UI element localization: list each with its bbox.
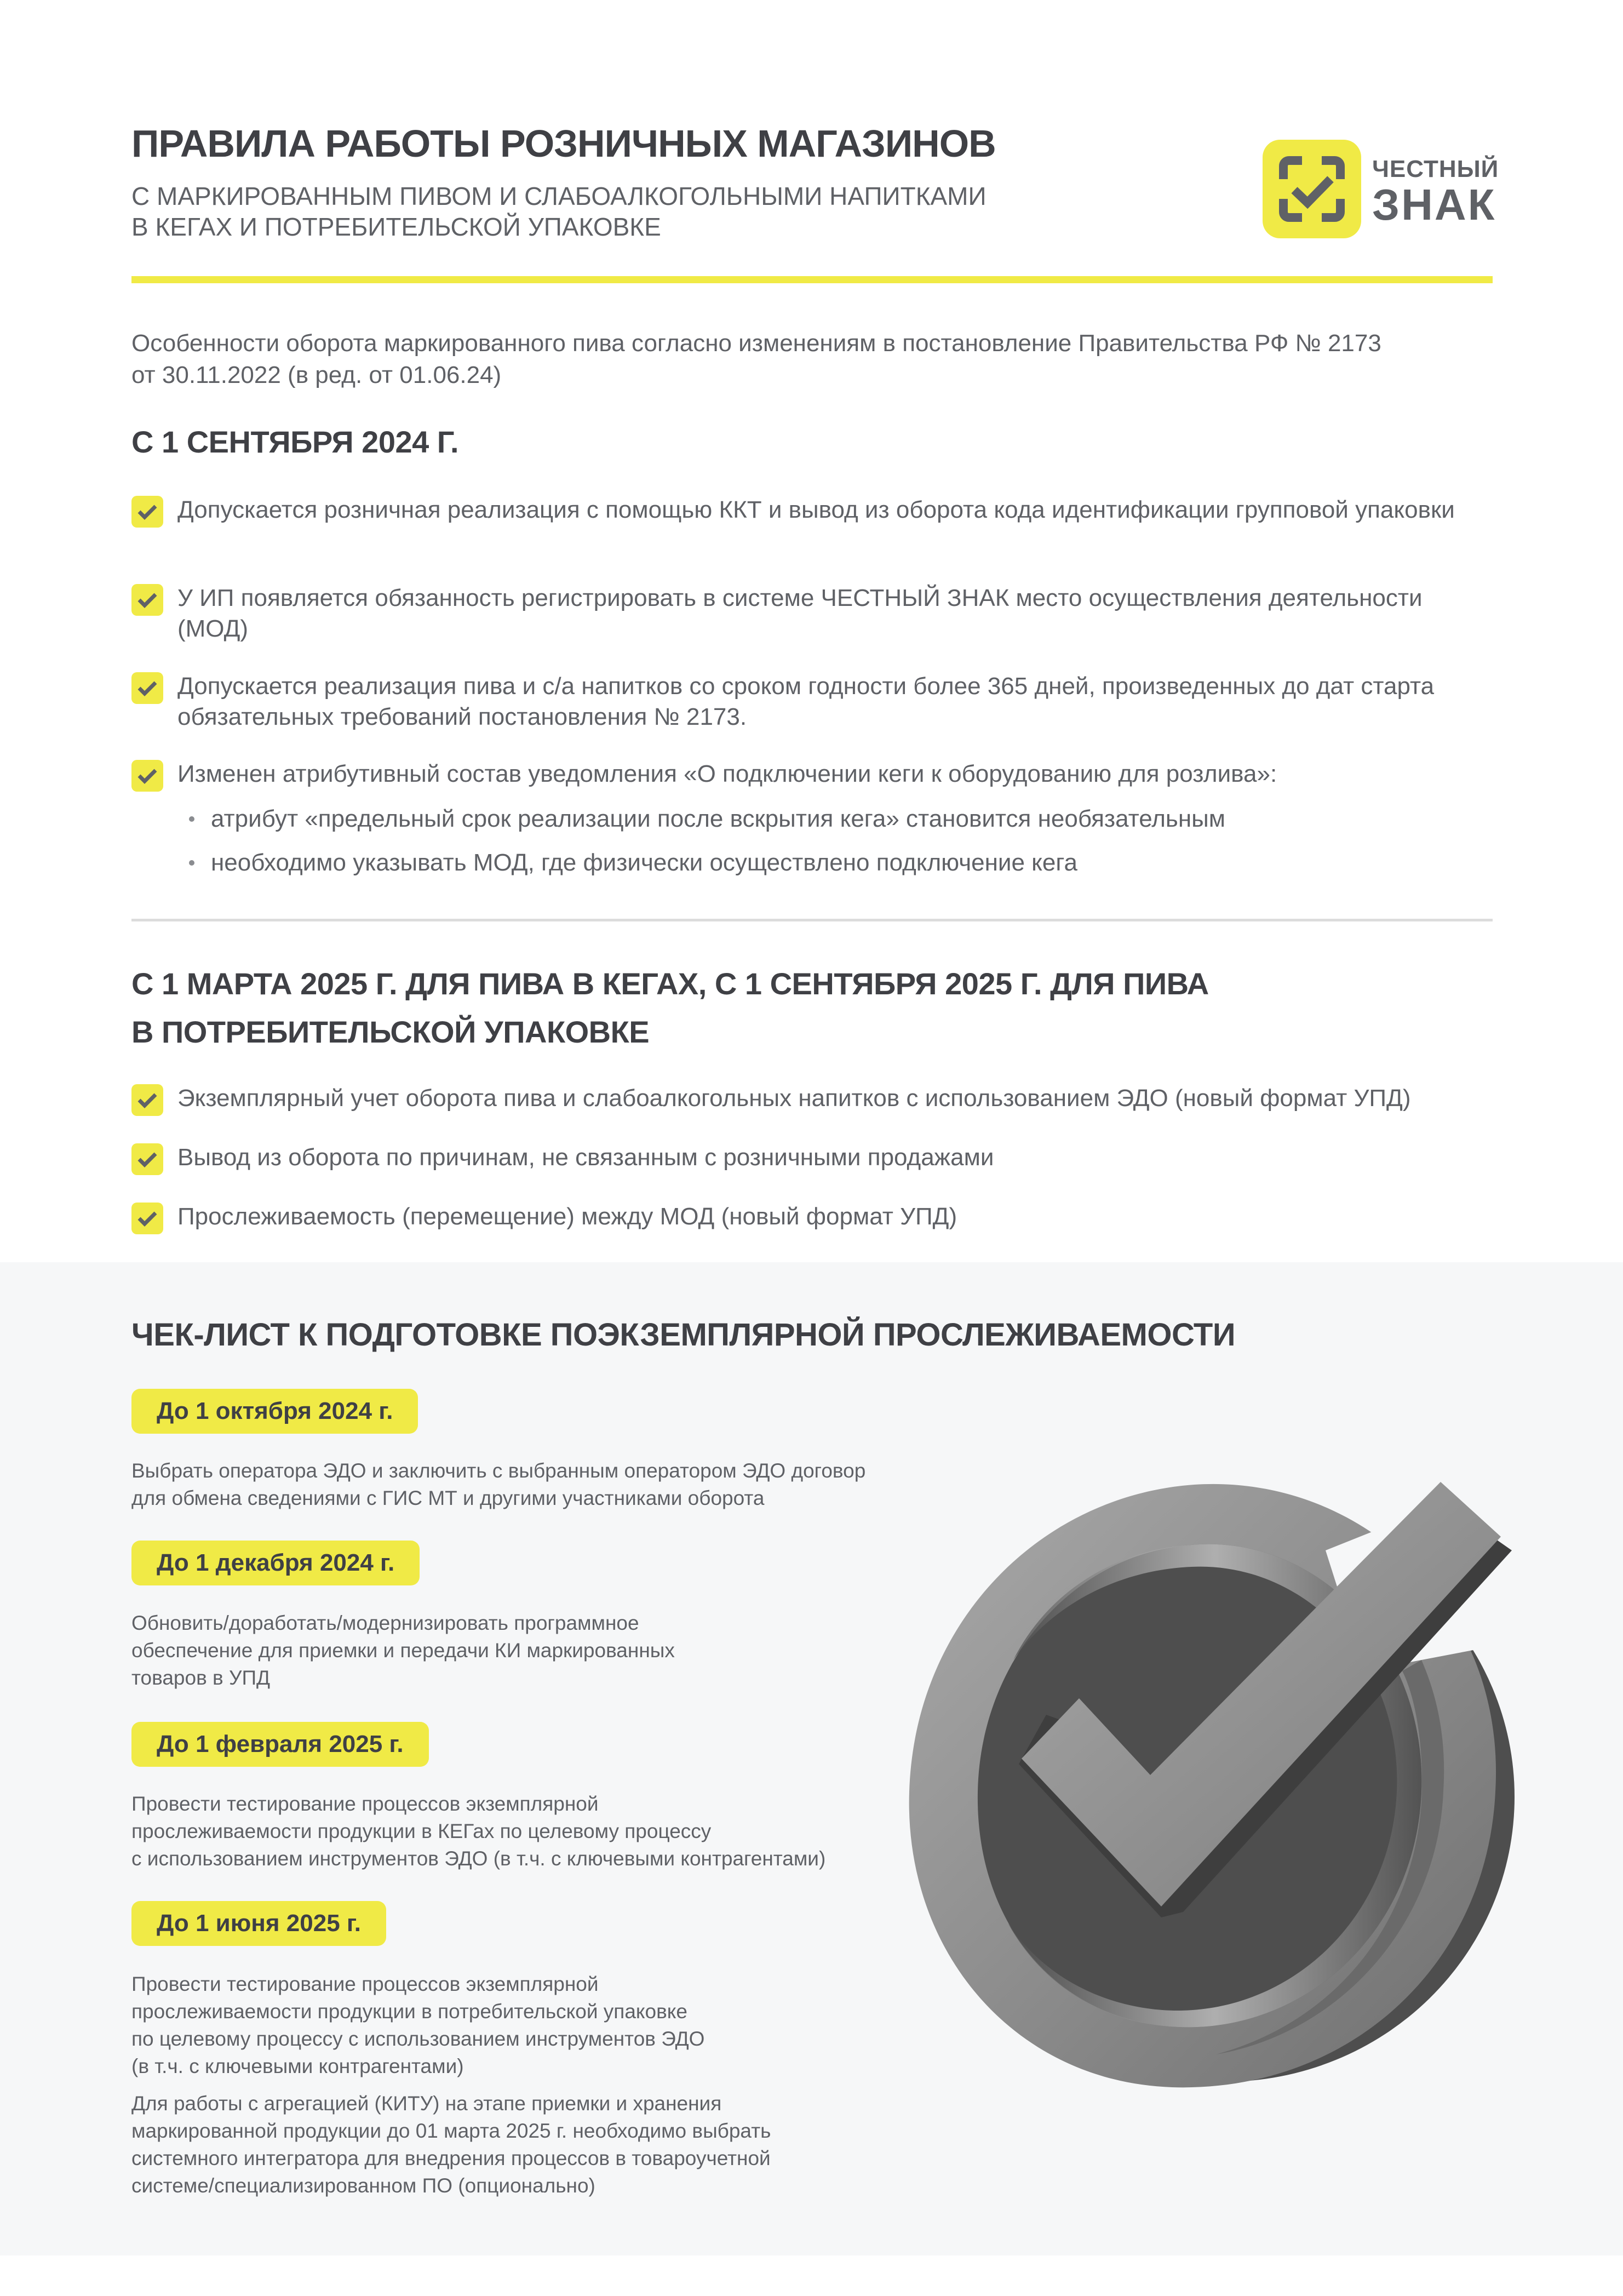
checklist-heading: ЧЕК-ЛИСТ К ПОДГОТОВКЕ ПОЭКЗЕМПЛЯРНОЙ ПРОСЛЕЖИВАЕМОСТИ [131,1317,1236,1353]
step-line: для обмена сведениями с ГИС МТ и другими участниками оборота [131,1487,765,1509]
step-description [131,1790,953,1873]
step-description [131,1457,953,1512]
list-item-text: Экземплярный учет оборота пива и слабоалкогольных напитков с использованием ЭДО (новый формат УПД) [177,1085,1411,1112]
note-line: системного интегратора для внедрения процессов в товароучетной [131,2147,771,2169]
step-line: Выбрать оператора ЭДО и заключить с выбранным оператором ЭДО договор [131,1459,866,1482]
note-line: Для работы с агрегацией (КИТУ) на этапе приемки и хранения [131,2092,722,2115]
step-line: Провести тестирование процессов экземплярной [131,1793,599,1815]
accent-divider [131,276,1493,283]
section1-heading: С 1 СЕНТЯБРЯ 2024 Г. [131,425,459,459]
sub-bullet-text: необходимо указывать МОД, где физически осуществлено подключение кега [211,849,1077,876]
page-subtitle [131,181,987,242]
list-item [131,671,1512,732]
3d-checkmark-circle-icon [887,1441,1550,2115]
list-item-text: Изменен атрибутивный состав уведомления «О подключении кеги к оборудованию для розлива»: [177,760,1277,787]
note-line: маркированной продукции до 01 марта 2025 г. необходимо выбрать [131,2120,771,2142]
checkbox-checked-icon [131,1084,163,1116]
intro-text [131,328,1501,391]
checkbox-checked-icon [131,760,163,792]
step-line: (в т.ч. с ключевыми контрагентами) [131,2055,464,2077]
section-divider [131,919,1493,921]
logo-wordmark [1372,156,1499,227]
section2-heading-line: В ПОТРЕБИТЕЛЬСКОЙ УПАКОВКЕ [131,1015,650,1049]
checkbox-checked-icon [131,584,163,616]
list-item [131,583,1512,644]
step-line: с использованием инструментов ЭДО (в т.ч. с ключевыми контрагентами) [131,1847,826,1870]
list-item [131,1142,1512,1175]
step-line: Провести тестирование процессов экземплярной [131,1973,599,1995]
note-line: системе/специализированном ПО (опционально) [131,2174,595,2197]
aggregation-note [131,2090,953,2200]
step-line: Обновить/доработать/модернизировать программное [131,1612,639,1634]
step-description [131,1610,953,1692]
checkbox-checked-icon [131,672,163,704]
checkbox-checked-icon [131,496,163,528]
sub-bullet-text: атрибут «предельный срок реализации после вскрытия кега» становится необязательным [211,805,1226,832]
step-line: обеспечение для приемки и передачи КИ маркированных [131,1639,675,1662]
bullet-dot-icon [189,816,194,822]
section2-heading-line: С 1 МАРТА 2025 Г. ДЛЯ ПИВА В КЕГАХ, С 1 СЕНТЯБРЯ 2025 Г. ДЛЯ ПИВА [131,966,1209,1001]
checkbox-checked-icon [131,1203,163,1234]
list-item [131,759,1512,792]
list-item-text: У ИП появляется обязанность регистрировать в системе ЧЕСТНЫЙ ЗНАК место осуществления деятельности (МОД) [177,585,1423,642]
scan-check-icon [1263,140,1361,238]
checkbox-checked-icon [131,1143,163,1175]
sub-bullet [189,805,1225,833]
list-item [131,1201,1512,1234]
intro-line: Особенности оборота маркированного пива согласно изменениям в постановление Правительства РФ № 2173 [131,330,1381,357]
step-description [131,1971,953,2080]
bullet-dot-icon [189,860,194,866]
step-line: товаров в УПД [131,1667,271,1689]
deadline-badge: До 1 октября 2024 г. [131,1389,418,1434]
step-line: прослеживаемости продукции в КЕГах по целевому процессу [131,1820,712,1842]
step-line: по целевому процессу с использованием инструментов ЭДО [131,2028,705,2050]
list-item [131,495,1512,528]
chestny-znak-logo [1263,140,1536,238]
step-line: прослеживаемости продукции в потребительской упаковке [131,2000,687,2023]
page-title: ПРАВИЛА РАБОТЫ РОЗНИЧНЫХ МАГАЗИНОВ [131,122,996,165]
list-item-text: Прослеживаемость (перемещение) между МОД (новый формат УПД) [177,1203,957,1230]
deadline-badge: До 1 декабря 2024 г. [131,1541,420,1585]
list-item-text: Вывод из оборота по причинам, не связанным с розничными продажами [177,1144,994,1171]
list-item [131,1083,1512,1116]
sub-bullet [189,849,1077,877]
deadline-badge: До 1 июня 2025 г. [131,1901,386,1946]
subtitle-line: В КЕГАХ И ПОТРЕБИТЕЛЬСКОЙ УПАКОВКЕ [131,213,661,241]
intro-line: от 30.11.2022 (в ред. от 01.06.24) [131,362,502,388]
list-item-text: Допускается розничная реализация с помощью ККТ и вывод из оборота кода идентификации групповой упаковки [177,496,1455,523]
deadline-badge: До 1 февраля 2025 г. [131,1722,429,1767]
logo-line1: ЧЕСТНЫЙ [1372,156,1499,182]
logo-line2: ЗНАК [1372,180,1496,229]
section2-heading [131,960,1209,1056]
subtitle-line: С МАРКИРОВАННЫМ ПИВОМ И СЛАБОАЛКОГОЛЬНЫМИ НАПИТКАМИ [131,182,987,210]
list-item-text: Допускается реализация пива и с/а напитков со сроком годности более 365 дней, произведенных до дат старта обязательных требований постановления № 2173. [177,673,1435,730]
